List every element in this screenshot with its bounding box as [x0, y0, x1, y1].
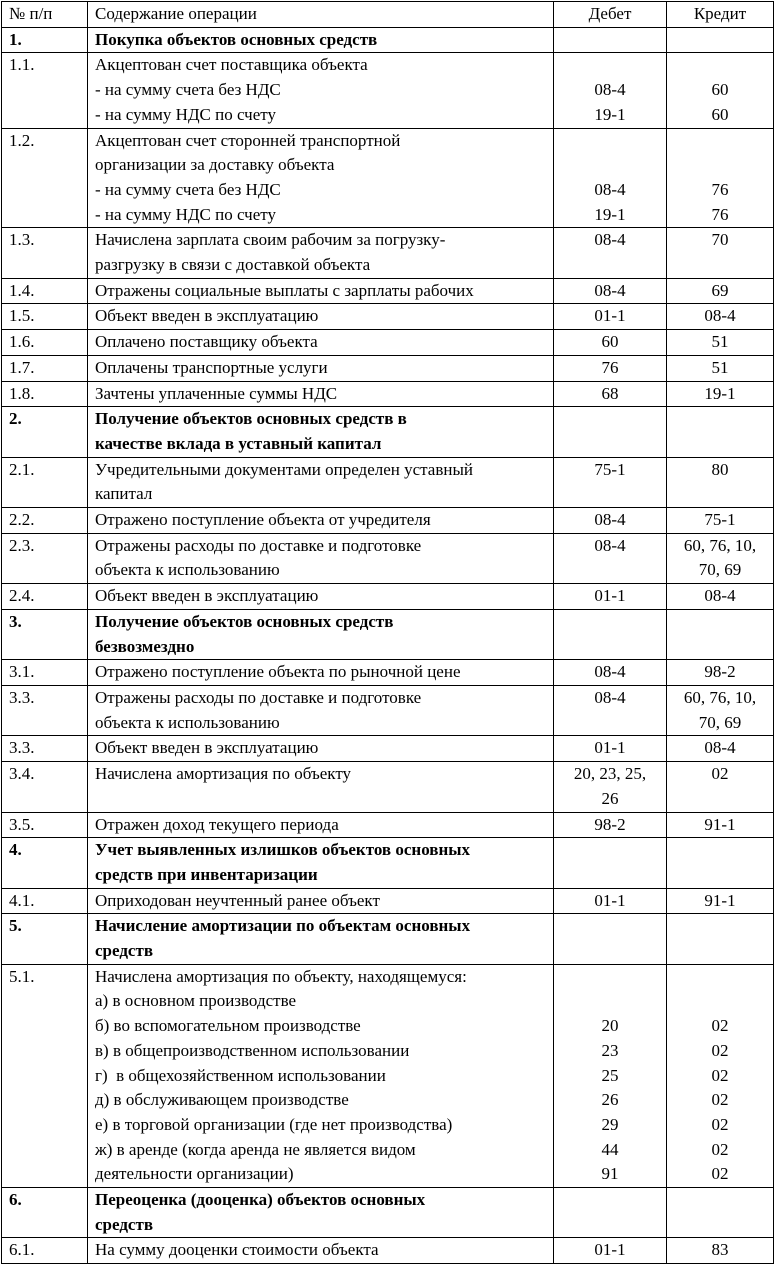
- credit-account-cell: [667, 228, 774, 278]
- debit-account-line: 23: [601, 1040, 619, 1060]
- debit-account-line: 01-1: [594, 890, 626, 910]
- credit-account-line: 83: [711, 1240, 729, 1260]
- row-number-cell: 2.1.: [2, 457, 88, 507]
- header-num: № п/п: [2, 2, 88, 28]
- operation-content-line: Начислена зарплата своим рабочим за погрузку-: [95, 230, 446, 250]
- debit-account-cell: [554, 533, 667, 583]
- credit-account-line: 51: [711, 357, 729, 377]
- debit-account-cell: [554, 812, 667, 838]
- operation-content-line: д) в обслуживающем производстве: [95, 1090, 349, 1110]
- debit-account-line: 08-4: [594, 510, 626, 530]
- credit-account-cell: [667, 660, 774, 686]
- operation-content-line: Переоценка (дооценка) объектов основных: [95, 1190, 426, 1210]
- credit-account-line: 75-1: [704, 510, 736, 530]
- credit-account-cell: [667, 53, 774, 128]
- debit-account-cell: [554, 53, 667, 128]
- operation-content-line: качестве вклада в уставный капитал: [95, 433, 382, 453]
- table-row: [2, 355, 774, 381]
- debit-account-line: 08-4: [594, 230, 626, 250]
- credit-account-line: [667, 989, 773, 1014]
- credit-account-line: 02: [711, 1114, 729, 1134]
- row-number-cell: 2.: [2, 407, 88, 457]
- row-number-cell: 4.1.: [2, 888, 88, 914]
- credit-account-cell: [667, 736, 774, 762]
- operation-content-cell: [88, 407, 554, 457]
- operation-content-line: Отражены расходы по доставке и подготовке: [95, 687, 422, 707]
- operation-content-cell: [88, 914, 554, 964]
- credit-account-line: 02: [711, 1016, 729, 1036]
- debit-account-cell: [554, 304, 667, 330]
- credit-account-cell: [667, 508, 774, 534]
- operation-content-line: капитал: [95, 484, 153, 504]
- credit-account-cell: [667, 838, 774, 888]
- credit-account-line: 08-4: [704, 586, 736, 606]
- credit-account-line: [667, 153, 773, 178]
- operation-content-line: объекта к использованию: [95, 560, 280, 580]
- table-row: [2, 584, 774, 610]
- debit-account-line: 29: [601, 1114, 619, 1134]
- credit-account-cell: [667, 584, 774, 610]
- table-row: [2, 812, 774, 838]
- credit-account-line: [667, 129, 773, 154]
- debit-account-cell: [554, 609, 667, 659]
- credit-account-cell: [667, 812, 774, 838]
- credit-account-line: 69: [711, 280, 729, 300]
- credit-account-line: 02: [711, 1090, 729, 1110]
- debit-account-cell: [554, 685, 667, 735]
- header-credit: Кредит: [667, 2, 774, 28]
- credit-account-cell: [667, 685, 774, 735]
- row-number-cell: 1.6.: [2, 330, 88, 356]
- row-number-cell: 3.3.: [2, 685, 88, 735]
- debit-account-cell: [554, 228, 667, 278]
- credit-account-line: 02: [711, 1164, 729, 1184]
- row-number-cell: 1.: [2, 27, 88, 53]
- debit-account-cell: [554, 355, 667, 381]
- credit-account-line: [667, 965, 773, 990]
- operation-content-cell: [88, 508, 554, 534]
- debit-account-line: 08-4: [594, 80, 626, 100]
- operation-content-cell: [88, 736, 554, 762]
- credit-account-cell: [667, 533, 774, 583]
- section-row: [2, 1188, 774, 1238]
- operation-content-line: ж) в аренде (когда аренда не является видом: [95, 1139, 416, 1159]
- row-number-cell: 1.7.: [2, 355, 88, 381]
- debit-account-cell: [554, 27, 667, 53]
- section-row: [2, 914, 774, 964]
- credit-account-line: 08-4: [704, 306, 736, 326]
- debit-account-line: 76: [601, 357, 619, 377]
- operation-content-cell: [88, 27, 554, 53]
- table-row: [2, 685, 774, 735]
- operation-content-line: Начислена амортизация по объекту, находящемуся:: [95, 966, 467, 986]
- row-number-cell: 3.1.: [2, 660, 88, 686]
- row-number-cell: 1.1.: [2, 53, 88, 128]
- operation-content-cell: [88, 1238, 554, 1264]
- credit-account-cell: [667, 964, 774, 1187]
- operation-content-line: в) в общепроизводственном использовании: [95, 1040, 410, 1060]
- credit-account-cell: [667, 330, 774, 356]
- credit-account-cell: [667, 762, 774, 812]
- operation-content-cell: [88, 278, 554, 304]
- debit-account-line: 01-1: [594, 1240, 626, 1260]
- table-row: [2, 533, 774, 583]
- row-number-cell: 6.: [2, 1188, 88, 1238]
- operation-content-line: Оплачено поставщику объекта: [95, 332, 318, 352]
- debit-account-line: 01-1: [594, 738, 626, 758]
- row-number-cell: 1.2.: [2, 128, 88, 228]
- accounting-entries-table: [1, 1, 774, 1264]
- credit-account-cell: [667, 128, 774, 228]
- debit-account-cell: [554, 407, 667, 457]
- operation-content-line: Начисление амортизации по объектам основных: [95, 916, 471, 936]
- credit-account-line: 70, 69: [698, 712, 742, 732]
- operation-content-line: Отражен доход текущего периода: [95, 814, 339, 834]
- debit-account-cell: [554, 128, 667, 228]
- operation-content-line: Учет выявленных излишков объектов основных: [95, 840, 471, 860]
- credit-account-line: 76: [711, 179, 729, 199]
- table-row: [2, 330, 774, 356]
- operation-content-cell: [88, 53, 554, 128]
- table-row: [2, 228, 774, 278]
- debit-account-line: [554, 129, 666, 154]
- operation-content-cell: [88, 1188, 554, 1238]
- operation-content-line: а) в основном производстве: [95, 991, 297, 1011]
- operation-content-cell: [88, 128, 554, 228]
- operation-content-line: Акцептован счет сторонней транспортной: [95, 130, 401, 150]
- operation-content-line: деятельности организации): [95, 1164, 294, 1184]
- row-number-cell: 5.: [2, 914, 88, 964]
- operation-content-line: На сумму дооценки стоимости объекта: [95, 1240, 379, 1260]
- credit-account-cell: [667, 407, 774, 457]
- credit-account-line: 02: [711, 1065, 729, 1085]
- row-number-cell: 3.: [2, 609, 88, 659]
- table-row: [2, 762, 774, 812]
- operation-content-cell: [88, 381, 554, 407]
- operation-content-line: - на сумму НДС по счету: [95, 204, 276, 224]
- operation-content-line: е) в торговой организации (где нет производства): [95, 1114, 453, 1134]
- credit-account-line: 60: [711, 104, 729, 124]
- row-number-cell: 1.5.: [2, 304, 88, 330]
- debit-account-line: 19-1: [594, 104, 626, 124]
- table-row: [2, 53, 774, 128]
- credit-account-line: 60, 76, 10,: [683, 687, 757, 707]
- operation-content-cell: [88, 812, 554, 838]
- credit-account-line: 08-4: [704, 738, 736, 758]
- credit-account-cell: [667, 457, 774, 507]
- operation-content-line: объекта к использованию: [95, 712, 280, 732]
- debit-account-cell: [554, 736, 667, 762]
- debit-account-line: [554, 53, 666, 78]
- section-row: [2, 407, 774, 457]
- credit-account-cell: [667, 278, 774, 304]
- debit-account-line: [554, 989, 666, 1014]
- table-row: [2, 964, 774, 1187]
- credit-account-line: 70, 69: [698, 560, 742, 580]
- operation-content-line: безвозмездно: [95, 636, 195, 656]
- operation-content-cell: [88, 964, 554, 1187]
- table-row: [2, 660, 774, 686]
- debit-account-line: 60: [601, 332, 619, 352]
- debit-account-line: 08-4: [594, 535, 626, 555]
- row-number-cell: 1.3.: [2, 228, 88, 278]
- section-row: [2, 609, 774, 659]
- row-number-cell: 3.3.: [2, 736, 88, 762]
- credit-account-cell: [667, 27, 774, 53]
- credit-account-cell: [667, 304, 774, 330]
- operation-content-line: Оприходован неучтенный ранее объект: [95, 890, 380, 910]
- debit-account-line: 68: [601, 383, 619, 403]
- operation-content-cell: [88, 838, 554, 888]
- operation-content-line: Зачтены уплаченные суммы НДС: [95, 383, 338, 403]
- row-number-cell: 2.4.: [2, 584, 88, 610]
- debit-account-cell: [554, 330, 667, 356]
- operation-content-cell: [88, 228, 554, 278]
- header-debit: Дебет: [554, 2, 667, 28]
- debit-account-cell: [554, 457, 667, 507]
- debit-account-line: 01-1: [594, 306, 626, 326]
- operation-content-line: средств: [95, 1214, 153, 1234]
- operation-content-line: организации за доставку объекта: [95, 155, 335, 175]
- debit-account-cell: [554, 278, 667, 304]
- operation-content-cell: [88, 533, 554, 583]
- operation-content-line: Покупка объектов основных средств: [95, 29, 378, 49]
- debit-account-cell: [554, 1238, 667, 1264]
- debit-account-cell: [554, 964, 667, 1187]
- operation-content-line: Получение объектов основных средств в: [95, 409, 407, 429]
- operation-content-cell: [88, 355, 554, 381]
- operation-content-cell: [88, 888, 554, 914]
- debit-account-line: [554, 153, 666, 178]
- debit-account-line: 26: [601, 1090, 619, 1110]
- debit-account-line: 98-2: [594, 814, 626, 834]
- credit-account-line: 91-1: [704, 814, 736, 834]
- header-content: Содержание операции: [88, 2, 554, 28]
- operation-content-line: Отражены социальные выплаты с зарплаты рабочих: [95, 280, 474, 300]
- debit-account-line: 26: [601, 788, 619, 808]
- credit-account-line: 51: [711, 332, 729, 352]
- operation-content-line: Оплачены транспортные услуги: [95, 357, 328, 377]
- debit-account-cell: [554, 888, 667, 914]
- row-number-cell: 2.3.: [2, 533, 88, 583]
- debit-account-cell: [554, 1188, 667, 1238]
- debit-account-cell: [554, 838, 667, 888]
- debit-account-line: 19-1: [594, 204, 626, 224]
- debit-account-line: 75-1: [594, 459, 626, 479]
- table-row: [2, 457, 774, 507]
- credit-account-line: 98-2: [704, 662, 736, 682]
- operation-content-line: - на сумму НДС по счету: [95, 104, 276, 124]
- operation-content-line: Отражено поступление объекта от учредителя: [95, 510, 431, 530]
- credit-account-line: 02: [711, 1040, 729, 1060]
- debit-account-line: 44: [601, 1139, 619, 1159]
- table-header-row: [2, 2, 774, 28]
- operation-content-line: г) в общехозяйственном использовании: [95, 1065, 386, 1085]
- credit-account-cell: [667, 914, 774, 964]
- row-number-cell: 3.4.: [2, 762, 88, 812]
- section-row: [2, 838, 774, 888]
- debit-account-cell: [554, 914, 667, 964]
- operation-content-line: средств при инвентаризации: [95, 864, 318, 884]
- operation-content-line: Объект введен в эксплуатацию: [95, 306, 319, 326]
- debit-account-line: 20: [601, 1016, 619, 1036]
- credit-account-cell: [667, 1238, 774, 1264]
- operation-content-line: Начислена амортизация по объекту: [95, 764, 352, 784]
- debit-account-line: [554, 965, 666, 990]
- debit-account-line: 20, 23, 25,: [573, 764, 647, 784]
- credit-account-line: 60, 76, 10,: [683, 535, 757, 555]
- credit-account-line: 02: [711, 1139, 729, 1159]
- debit-account-cell: [554, 381, 667, 407]
- operation-content-line: - на сумму счета без НДС: [95, 179, 281, 199]
- operation-content-line: Отражено поступление объекта по рыночной цене: [95, 662, 461, 682]
- operation-content-cell: [88, 330, 554, 356]
- table-row: [2, 736, 774, 762]
- operation-content-cell: [88, 304, 554, 330]
- table-row: [2, 304, 774, 330]
- row-number-cell: 1.8.: [2, 381, 88, 407]
- credit-account-cell: [667, 355, 774, 381]
- credit-account-line: [667, 53, 773, 78]
- debit-account-cell: [554, 762, 667, 812]
- table-row: [2, 128, 774, 228]
- credit-account-cell: [667, 381, 774, 407]
- operation-content-cell: [88, 457, 554, 507]
- credit-account-line: 60: [711, 80, 729, 100]
- credit-account-line: 91-1: [704, 890, 736, 910]
- credit-account-line: 76: [711, 204, 729, 224]
- debit-account-line: 01-1: [594, 586, 626, 606]
- operation-content-line: Акцептован счет поставщика объекта: [95, 55, 368, 75]
- debit-account-line: 91: [601, 1164, 619, 1184]
- operation-content-cell: [88, 584, 554, 610]
- operation-content-line: - на сумму счета без НДС: [95, 80, 281, 100]
- credit-account-line: 02: [711, 764, 729, 784]
- operation-content-line: Учредительными документами определен уставный: [95, 459, 473, 479]
- debit-account-line: 08-4: [594, 687, 626, 707]
- table-row: [2, 381, 774, 407]
- debit-account-line: 08-4: [594, 280, 626, 300]
- credit-account-line: 19-1: [704, 383, 736, 403]
- row-number-cell: 5.1.: [2, 964, 88, 1187]
- row-number-cell: 1.4.: [2, 278, 88, 304]
- table-row: [2, 508, 774, 534]
- operation-content-line: Объект введен в эксплуатацию: [95, 738, 319, 758]
- operation-content-cell: [88, 609, 554, 659]
- credit-account-cell: [667, 609, 774, 659]
- debit-account-cell: [554, 508, 667, 534]
- operation-content-line: Отражены расходы по доставке и подготовке: [95, 535, 422, 555]
- operation-content-cell: [88, 685, 554, 735]
- debit-account-cell: [554, 584, 667, 610]
- table-row: [2, 278, 774, 304]
- table-row: [2, 888, 774, 914]
- row-number-cell: 4.: [2, 838, 88, 888]
- row-number-cell: 3.5.: [2, 812, 88, 838]
- section-row: [2, 27, 774, 53]
- operation-content-line: Объект введен в эксплуатацию: [95, 586, 319, 606]
- operation-content-line: б) во вспомогательном производстве: [95, 1016, 361, 1036]
- row-number-cell: 2.2.: [2, 508, 88, 534]
- table-body: [2, 27, 774, 1263]
- operation-content-line: Получение объектов основных средств: [95, 611, 394, 631]
- debit-account-line: 25: [601, 1065, 619, 1085]
- debit-account-line: 08-4: [594, 179, 626, 199]
- operation-content-line: разгрузку в связи с доставкой объекта: [95, 255, 371, 275]
- table-row: [2, 1238, 774, 1264]
- debit-account-line: 08-4: [594, 662, 626, 682]
- row-number-cell: 6.1.: [2, 1238, 88, 1264]
- debit-account-cell: [554, 660, 667, 686]
- credit-account-cell: [667, 1188, 774, 1238]
- credit-account-cell: [667, 888, 774, 914]
- operation-content-line: средств: [95, 941, 153, 961]
- operation-content-cell: [88, 762, 554, 812]
- operation-content-cell: [88, 660, 554, 686]
- credit-account-line: 70: [711, 230, 729, 250]
- credit-account-line: 80: [711, 459, 729, 479]
